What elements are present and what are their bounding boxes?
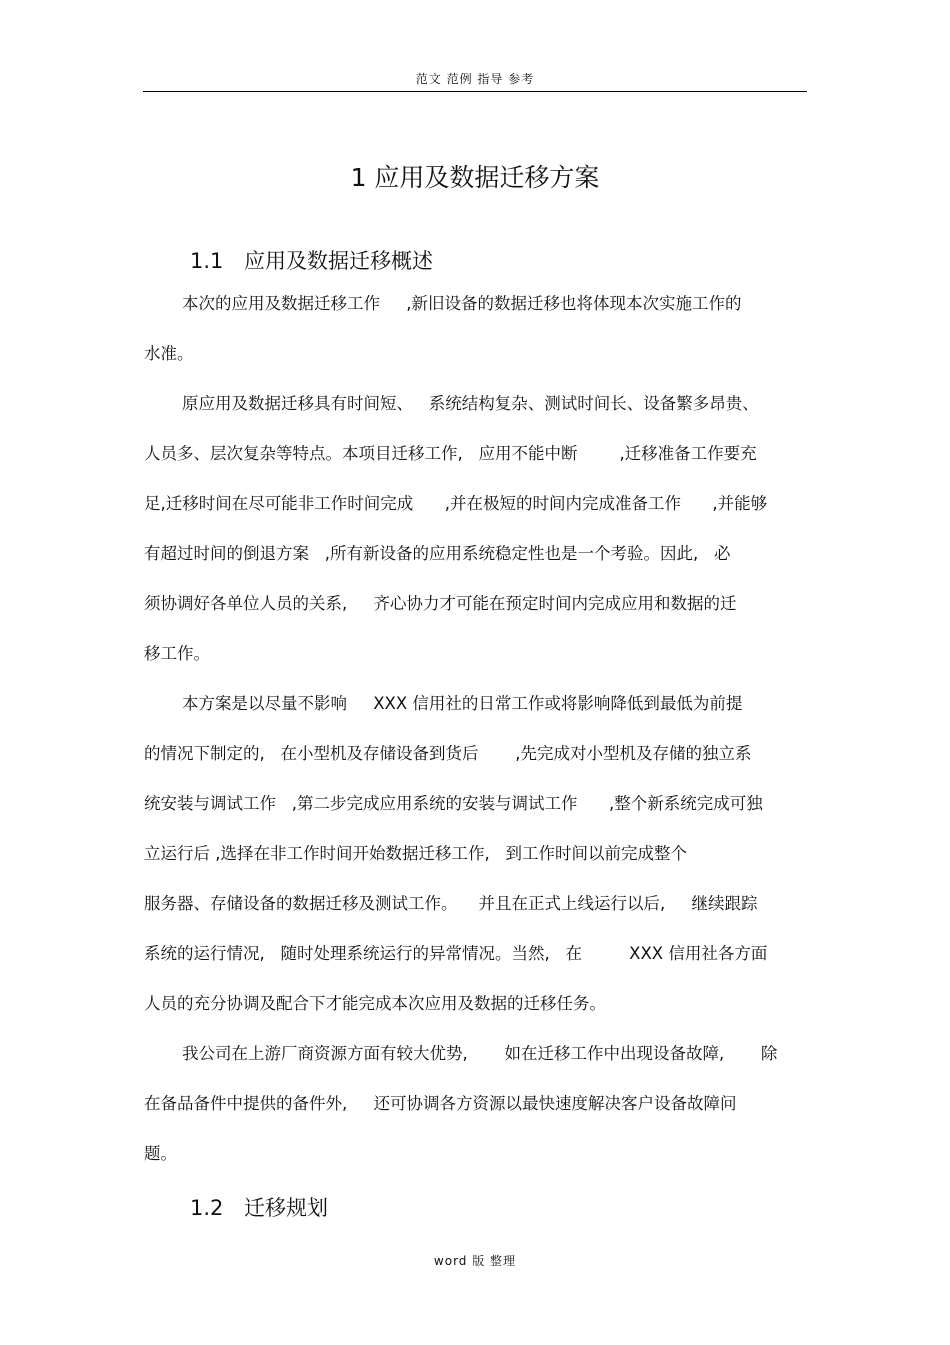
paragraph-line: 在备品备件中提供的备件外, 还可协调各方资源以最快速度解决客户设备故障问 [144, 1094, 737, 1113]
section-heading-1-2 [190, 1192, 328, 1222]
paragraph-line: 服务器、存储设备的数据迁移及测试工作。 并且在正式上线运行以后, 继续跟踪 [144, 894, 758, 913]
section-heading-1-1 [190, 245, 433, 275]
section-number: 1.1 [190, 249, 224, 273]
header-divider [143, 91, 807, 92]
section-title: 迁移规划 [244, 1196, 328, 1220]
paragraph-line: 的情况下制定的, 在小型机及存储设备到货后 ,先完成对小型机及存储的独立系 [144, 744, 752, 763]
paragraph-line: 人员多、层次复杂等特点。本项目迁移工作, 应用不能中断 ,迁移准备工作要充 [144, 444, 757, 463]
paragraph-line: 人员的充分协调及配合下才能完成本次应用及数据的迁移任务。 [144, 994, 606, 1013]
document-title: 1 应用及数据迁移方案 [350, 163, 600, 192]
paragraph-line: 移工作。 [144, 644, 210, 663]
paragraph-line: 水准。 [144, 344, 194, 363]
page-header: 范文 范例 指导 参考 [415, 72, 535, 86]
section-title: 应用及数据迁移概述 [244, 249, 433, 273]
paragraph-line: 本方案是以尽量不影响 XXX 信用社的日常工作或将影响降低到最低为前提 [182, 694, 743, 713]
paragraph-line: 我公司在上游厂商资源方面有较大优势, 如在迁移工作中出现设备故障, 除 [182, 1044, 778, 1063]
paragraph-line: 题。 [144, 1144, 177, 1163]
paragraph-line: 足,迁移时间在尽可能非工作时间完成 ,并在极短的时间内完成准备工作 ,并能够 [144, 494, 768, 513]
paragraph-line: 本次的应用及数据迁移工作 ,新旧设备的数据迁移也将体现本次实施工作的 [182, 294, 742, 313]
section-number: 1.2 [190, 1196, 224, 1220]
paragraph-line: 原应用及数据迁移具有时间短、 系统结构复杂、测试时间长、设备繁多昂贵、 [182, 394, 759, 413]
paragraph-line: 有超过时间的倒退方案 ,所有新设备的应用系统稳定性也是一个考验。因此, 必 [144, 544, 731, 563]
paragraph-line: 须协调好各单位人员的关系, 齐心协力才可能在预定时间内完成应用和数据的迁 [144, 594, 737, 613]
page-footer: word 版 整理 [433, 1254, 517, 1268]
paragraph-line: 统安装与调试工作 ,第二步完成应用系统的安装与调试工作 ,整个新系统完成可独 [144, 794, 763, 813]
paragraph-line: 系统的运行情况, 随时处理系统运行的异常情况。当然, 在 XXX 信用社各方面 [144, 944, 768, 963]
paragraph-line: 立运行后 ,选择在非工作时间开始数据迁移工作, 到工作时间以前完成整个 [144, 844, 687, 863]
